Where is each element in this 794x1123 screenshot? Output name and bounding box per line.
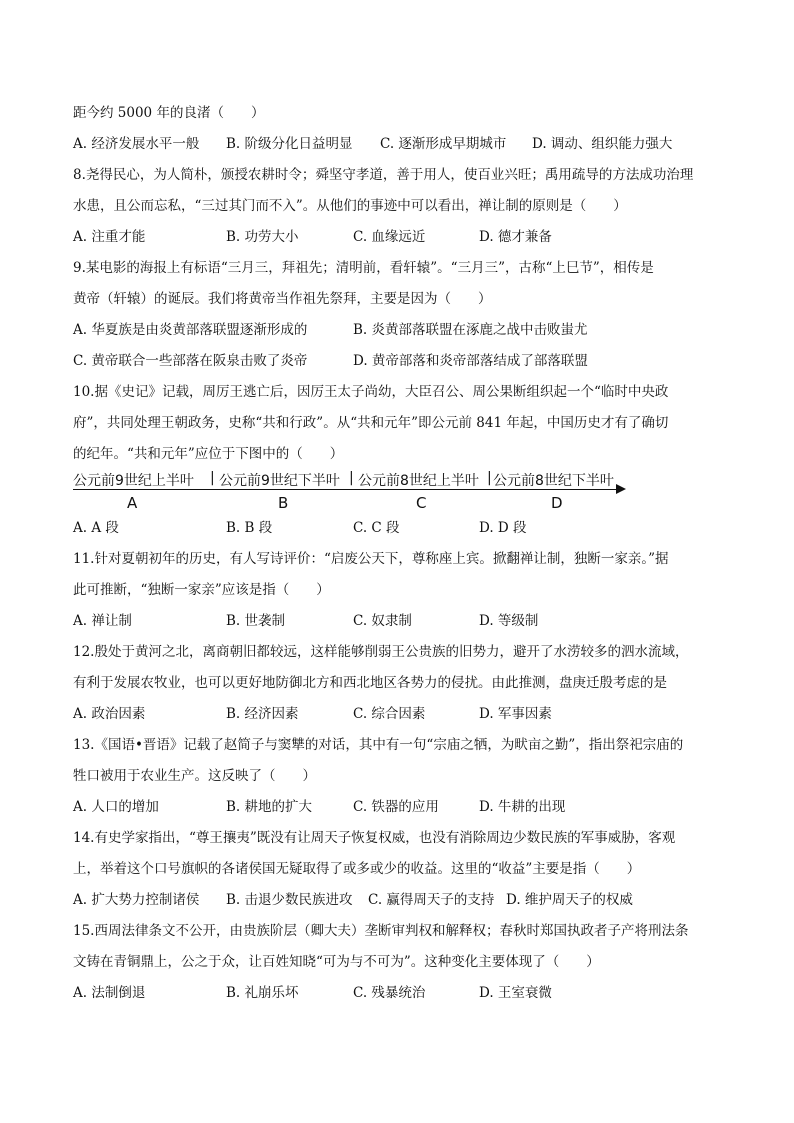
q10-stem-line2: 府”，共同处理王朝政务，史称“共和行政”。从“共和元年”即公元前 841 年起，中国历史才有了确切 [73, 415, 669, 431]
timeline-letter-b: B [278, 494, 289, 512]
q8-stem-line2: 水患，且公而忘私，“三过其门而不入”。从他们的事迹中可以看出，禅让制的原则是（ ） [73, 198, 627, 214]
timeline-diagram [73, 470, 633, 520]
q10-option-b[interactable]: B. B 段 [226, 520, 273, 536]
q12-option-c[interactable]: C. 综合因素 [353, 706, 426, 722]
q7-stem-tail: 距今约 5000 年的良渚（ ） [73, 105, 265, 121]
q9-stem-line2: 黄帝（轩辕）的诞辰。我们将黄帝当作祖先祭拜，主要是因为（ ） [73, 291, 492, 307]
q13-option-a[interactable]: A. 人口的增加 [73, 799, 159, 815]
timeline-letter-d: D [551, 494, 563, 512]
timeline-divider: | [210, 470, 215, 486]
q14-option-b[interactable]: B. 击退少数民族进攻 [226, 892, 353, 908]
timeline-arrow-head [616, 484, 626, 494]
timeline-segment-label: 公元前8世纪上半叶 [358, 473, 479, 489]
q9-option-c[interactable]: C. 黄帝联合一些部落在阪泉击败了炎帝 [73, 353, 308, 369]
q12-option-b[interactable]: B. 经济因素 [226, 706, 299, 722]
q12-option-a[interactable]: A. 政治因素 [73, 706, 146, 722]
q11-option-a[interactable]: A. 禅让制 [73, 613, 132, 629]
q14-option-d[interactable]: D. 维护周天子的权威 [506, 892, 633, 908]
timeline-divider: | [487, 470, 492, 486]
q11-option-c[interactable]: C. 奴隶制 [353, 613, 412, 629]
q8-option-d[interactable]: D. 德才兼备 [479, 229, 552, 245]
q14-option-c[interactable]: C. 赢得周天子的支持 [368, 892, 495, 908]
q12-option-d[interactable]: D. 军事因素 [479, 706, 552, 722]
timeline-segment-label: 公元前8世纪下半叶 [493, 473, 614, 489]
q12-stem-line1: 12.殷处于黄河之北，离商朝旧都较远，这样能够削弱王公贵族的旧势力，避开了水涝较多的泗水流域， [73, 644, 689, 660]
q15-option-c[interactable]: C. 残暴统治 [353, 985, 426, 1001]
q13-stem-line2: 牲口被用于农业生产。这反映了（ ） [73, 768, 316, 784]
timeline-segment-label: 公元前9世纪下半叶 [219, 473, 340, 489]
q15-option-a[interactable]: A. 法制倒退 [73, 985, 146, 1001]
q11-option-d[interactable]: D. 等级制 [479, 613, 539, 629]
q10-stem-line1: 10.据《史记》记载，周厉王逃亡后，因厉王太子尚幼，大臣召公、周公果断组织起一个“临时中央政 [73, 384, 669, 400]
timeline-letter-a: A [127, 494, 138, 512]
q9-option-b[interactable]: B. 炎黄部落联盟在涿鹿之战中击败蚩尤 [353, 322, 588, 338]
q7-option-c[interactable]: C. 逐渐形成早期城市 [380, 136, 507, 152]
q14-stem-line1: 14.有史学家指出，“尊王攘夷”既没有让周天子恢复权威，也没有消除周边少数民族的军事威胁，客观 [73, 830, 676, 846]
q15-option-b[interactable]: B. 礼崩乐坏 [226, 985, 299, 1001]
q7-option-d[interactable]: D. 调动、组织能力强大 [532, 136, 673, 152]
q7-option-b[interactable]: B. 阶级分化日益明显 [226, 136, 353, 152]
q15-stem-line2: 文铸在青铜鼎上，公之于众，让百姓知晓“可为与不可为”。这种变化主要体现了（ ） [73, 954, 600, 970]
q12-stem-line2: 有利于发展农牧业，也可以更好地防御北方和西北地区各势力的侵扰。由此推测，盘庚迁殷考虑的是 [73, 675, 667, 691]
q9-option-a[interactable]: A. 华夏族是由炎黄部落联盟逐渐形成的 [73, 322, 308, 338]
q10-option-a[interactable]: A. A 段 [73, 520, 119, 536]
q14-option-a[interactable]: A. 扩大势力控制诸侯 [73, 892, 200, 908]
q10-option-c[interactable]: C. C 段 [353, 520, 400, 536]
q8-option-b[interactable]: B. 功劳大小 [226, 229, 299, 245]
q9-option-d[interactable]: D. 黄帝部落和炎帝部落结成了部落联盟 [353, 353, 588, 369]
q7-option-a[interactable]: A. 经济发展水平一般 [73, 136, 200, 152]
timeline-letter-c: C [416, 494, 427, 512]
timeline-segment-label: 公元前9世纪上半叶 [73, 473, 194, 489]
q11-stem-line2: 此可推断，“独断一家亲”应该是指（ ） [73, 582, 330, 598]
q8-option-a[interactable]: A. 注重才能 [73, 229, 146, 245]
timeline-divider: | [349, 470, 354, 486]
q13-option-d[interactable]: D. 牛耕的出现 [479, 799, 566, 815]
q13-stem-line1: 13.《国语•晋语》记载了赵简子与窦犨的对话，其中有一句“宗庙之牺，为畎亩之勤”，指出祭祀宗庙的 [73, 737, 684, 753]
q11-stem-line1: 11.针对夏朝初年的历史，有人写诗评价：“启废公天下，尊称座上宾。掀翻禅让制，独断一家亲。”据 [73, 551, 669, 567]
q10-stem-line3: 的纪年。“共和元年”应位于下图中的（ ） [73, 446, 344, 462]
q8-option-c[interactable]: C. 血缘远近 [353, 229, 426, 245]
q15-stem-line1: 15.西周法律条文不公开，由贵族阶层（卿大夫）垄断审判权和解释权；春秋时郑国执政者子产将刑法条 [73, 923, 689, 939]
q10-option-d[interactable]: D. D 段 [479, 520, 527, 536]
q13-option-c[interactable]: C. 铁器的应用 [353, 799, 439, 815]
q8-stem-line1: 8.尧得民心，为人简朴，颁授农耕时令；舜坚守孝道，善于用人，使百业兴旺；禹用疏导的方法成功治理 [73, 167, 694, 183]
q9-stem-line1: 9.某电影的海报上有标语“三月三，拜祖先；清明前，看轩辕”。“三月三”，古称“上巳节”，相传是 [73, 260, 654, 276]
q13-option-b[interactable]: B. 耕地的扩大 [226, 799, 313, 815]
q14-stem-line2: 上，举着这个口号旗帜的各诸侯国无疑取得了或多或少的收益。这里的“收益”主要是指（ ） [73, 861, 641, 877]
q11-option-b[interactable]: B. 世袭制 [226, 613, 286, 629]
q15-option-d[interactable]: D. 王室衰微 [479, 985, 552, 1001]
